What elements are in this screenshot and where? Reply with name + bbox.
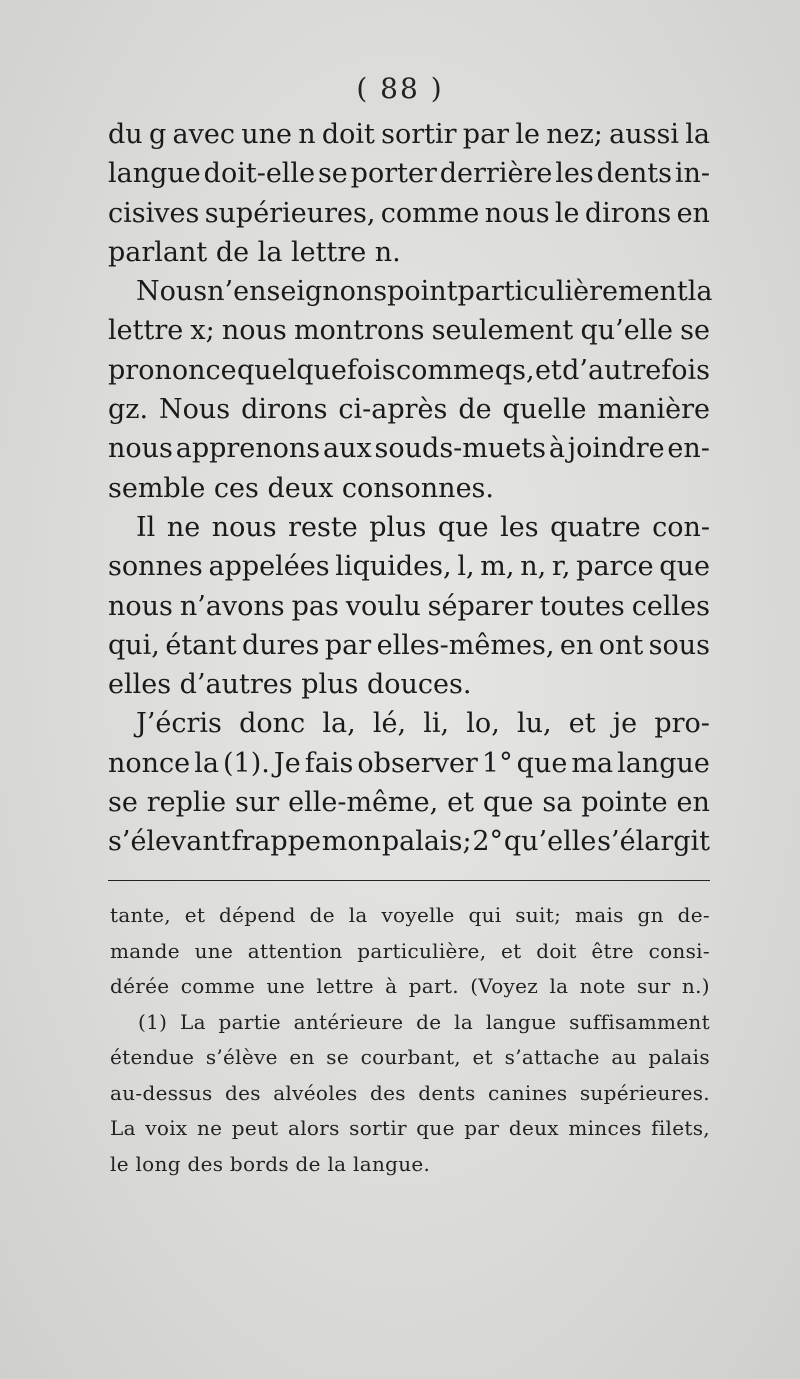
page-number: ( 88 ) — [356, 72, 444, 105]
text-line: prononce quelquefois comme qs, et d’autrefois — [108, 354, 710, 386]
text-line: nous apprenons aux souds-muets à joindre en- — [108, 433, 710, 465]
footnote-line: La voix ne peut alors sortir que par deux minces filets, — [110, 1116, 710, 1140]
text-line: Il ne nous reste plus que les quatre con- — [136, 511, 710, 543]
footnote-line: mande une attention particulière, et doit être consi- — [110, 938, 710, 963]
text-line: elles d’autres plus douces. — [108, 669, 472, 701]
text-line: parlant de la lettre n. — [108, 236, 401, 268]
footnotes — [110, 898, 710, 1182]
text-line: se replie sur elle-même, et que sa pointe en — [108, 787, 710, 819]
footnote-line: tante, et dépend de la voyelle qui suit; mais gn de- — [110, 903, 710, 927]
text-line: cisives supérieures, comme nous le dirons en — [108, 197, 710, 229]
text-line: du g avec une n doit sortir par le nez; aussi la — [108, 119, 710, 150]
text-line: semble ces deux consonnes. — [108, 472, 494, 504]
footnote-line: le long des bords de la langue. — [110, 1151, 431, 1176]
text-line: gz. Nous dirons ci-après de quelle manière — [108, 394, 710, 426]
text-line: lettre x; nous montrons seulement qu’elle se — [108, 315, 710, 347]
footnote-line: dérée comme une lettre à part. (Voyez la note sur n.) — [110, 974, 710, 998]
text-line: nous n’avons pas voulu séparer toutes celles — [108, 590, 710, 622]
text-line: sonnes appelées liquides, l, m, n, r, parce que — [108, 551, 710, 583]
text-line: Nous n’enseignons point particulièrement la — [136, 276, 713, 308]
footnote-separator — [108, 880, 710, 881]
footnote-line: au-dessus des alvéoles des dents canines supérieures. — [110, 1080, 710, 1105]
main-text — [108, 115, 713, 862]
footnote-line: étendue s’élève en se courbant, et s’attache au palais — [110, 1045, 710, 1069]
text-line: langue doit-elle se porter derrière les dents in- — [108, 158, 710, 190]
text-line: J’écris donc la, lé, li, lo, lu, et je pro- — [136, 708, 710, 740]
text-line: s’élevant frappe mon palais; 2° qu’elle s’élargit — [108, 826, 710, 858]
footnote-line: (1) La partie antérieure de la langue suffisamment — [138, 1009, 710, 1034]
text-line: nonce la (1). Je fais observer 1° que ma langue — [108, 747, 710, 779]
text-line: qui, étant dures par elles-mêmes, en ont sous — [108, 629, 710, 661]
